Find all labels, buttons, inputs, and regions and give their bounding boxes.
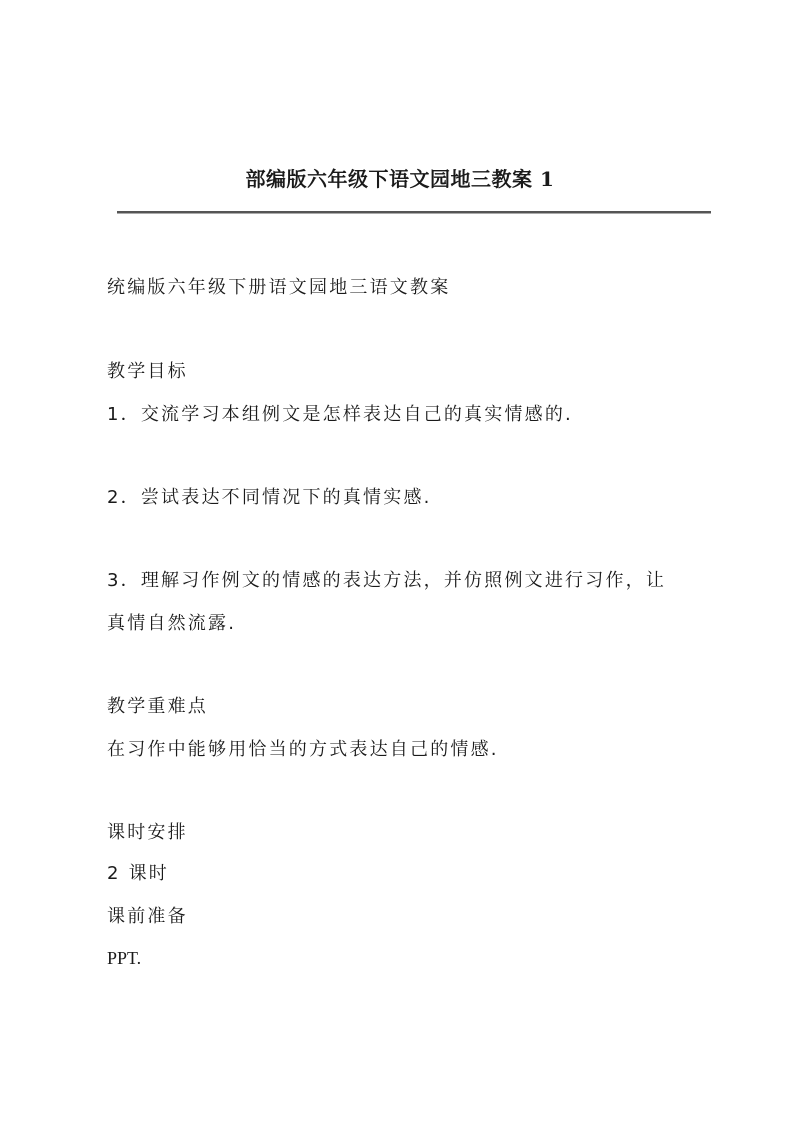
goal-item-3-line-1: 3．理解习作例文的情感的表达方法，并仿照例文进行习作，让 [107, 570, 667, 591]
document-title: 部编版六年级下语文园地三教案 1 [245, 167, 555, 191]
title-divider [117, 211, 711, 213]
schedule-text: 2 课时 [107, 863, 169, 884]
key-points-text: 在习作中能够用恰当的方式表达自己的情感. [107, 739, 499, 760]
preparation-text: PPT. [107, 948, 142, 968]
goal-item-1: 1．交流学习本组例文是怎样表达自己的真实情感的. [107, 404, 573, 425]
subtitle: 统编版六年级下册语文园地三语文教案 [107, 277, 451, 298]
goal-item-2: 2．尝试表达不同情况下的真情实感. [107, 487, 432, 508]
goals-heading: 教学目标 [107, 361, 188, 382]
key-points-heading: 教学重难点 [107, 696, 208, 717]
goal-item-3-line-2: 真情自然流露. [107, 613, 237, 634]
schedule-heading: 课时安排 [107, 822, 188, 843]
preparation-heading: 课前准备 [107, 906, 188, 927]
